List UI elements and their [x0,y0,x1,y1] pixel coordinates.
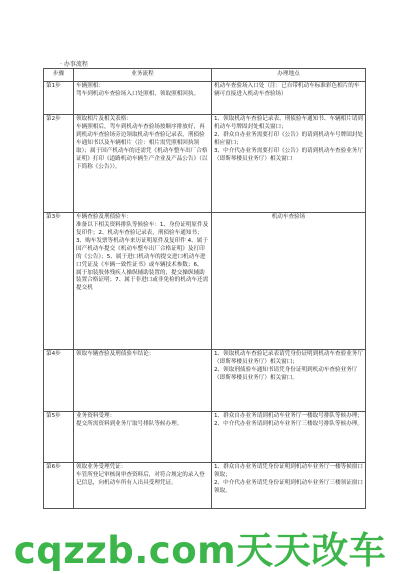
flow-cell: 业务资料受理： 提交所需资料到业务厅取号排队等候办理。 [74,411,212,462]
header-flow: 业务流程 [74,69,212,82]
table-row [44,114,366,212]
step-cell: 第6步 [44,462,74,508]
header-location: 办理地点 [212,69,366,82]
step-cell: 第2步 [44,114,74,212]
section-heading: · 办事流程 [60,61,88,68]
table-row [44,212,366,349]
table-row [44,411,366,462]
table-row [44,349,366,411]
table-header-row [44,69,366,82]
location-cell: 1、群众自办业务请到机动车业务厅一楼取号排队等候办理； 2、中介代办业务请到机动车业务厅三楼取号排队等候办理。 [212,411,366,462]
site-watermark: cqzzb.com天天改车 [13,529,387,572]
flow-cell: 车辆查验及刑侦验车： 准备以下相关资料排队等候验车：1、身份证明原件及复印件；2、机动车查验记录表，刑侦验车通知书；3、购车发票等机动车来历证明原件及复印件 4、属于国产机动车提交《机动车整车出厂合格证明》及打印的《公告》；5、属于进口机动车的提交进口机动车进口凭证及《车辆一致性证书》或车辆技术参数；6、 属于加装肢体残疾人操纵辅助装置的，提交操纵辅助装置合格证明；7、属于非进口或非免检的机动车还需提交机 [74,212,212,349]
flow-cell: 领取业务受理凭证： 车管所登记审核岗审查资料后，对符合规定的录入登记信息，向机动车所有人出具受理凭证。 [74,462,212,508]
process-table [43,68,366,509]
location-cell: 1、群众自办业务请凭身份证明到机动车业务厅一楼等候窗口领取； 2、中介代办业务请凭身份证明到机动车业务厅三楼领证窗口领取。 [212,462,366,508]
flow-cell: 车辆照相： 驾车到机动车查验场入口处照相，领取照相回执。 [74,81,212,114]
step-cell: 第1步 [44,81,74,114]
location-cell: 机动车查验场 [212,212,366,349]
table-row [44,81,366,114]
location-cell: 1、领取机动车查验记录表请凭身份证明到机动车查验业务厅（即斯琴楼员业务厅）相关窗口； 2、领取刑侦验车通知书请凭身份证明到机动车查验业务厅（即斯琴楼员业务厅）相关窗口。 [212,349,366,411]
location-cell: 1、领取机动车查验记录表、刑侦验车通知书、车辆相片请到机动车号牌固封处相关窗口； 2、群众自办业务需要打印《公告》的请到机动车号牌固封处相应窗口； 3、中介代办业务需要打印《公告》的请到机动车查验业务厅（即斯琴楼员业务厅）相关窗口 [212,114,366,212]
step-cell: 第3步 [44,212,74,349]
flow-cell: 领取车辆查验及刑侦验车结论： [74,349,212,411]
flow-cell: 领取相片及相关表格： 车辆照相后，驾车到机动车查验场按顺序排放好，再到机动车查验场旁边领取机动车查验记录表，刑侦验车通知书以及车辆相片（注：相片需凭照相回执领取）；属于国产机动车的还需凭《机动车整车出厂合格证明》打印《道路机动车辆生产企业及产品公告》（以下简称《公告》）。 [74,114,212,212]
location-cell: 机动车查验场入口处（注：已自带机动车标准彩色相片的车辆可直接进入机动车查验场） [212,81,366,114]
table-row [44,462,366,508]
step-cell: 第5步 [44,411,74,462]
step-cell: 第4步 [44,349,74,411]
header-step: 步骤 [44,69,74,82]
